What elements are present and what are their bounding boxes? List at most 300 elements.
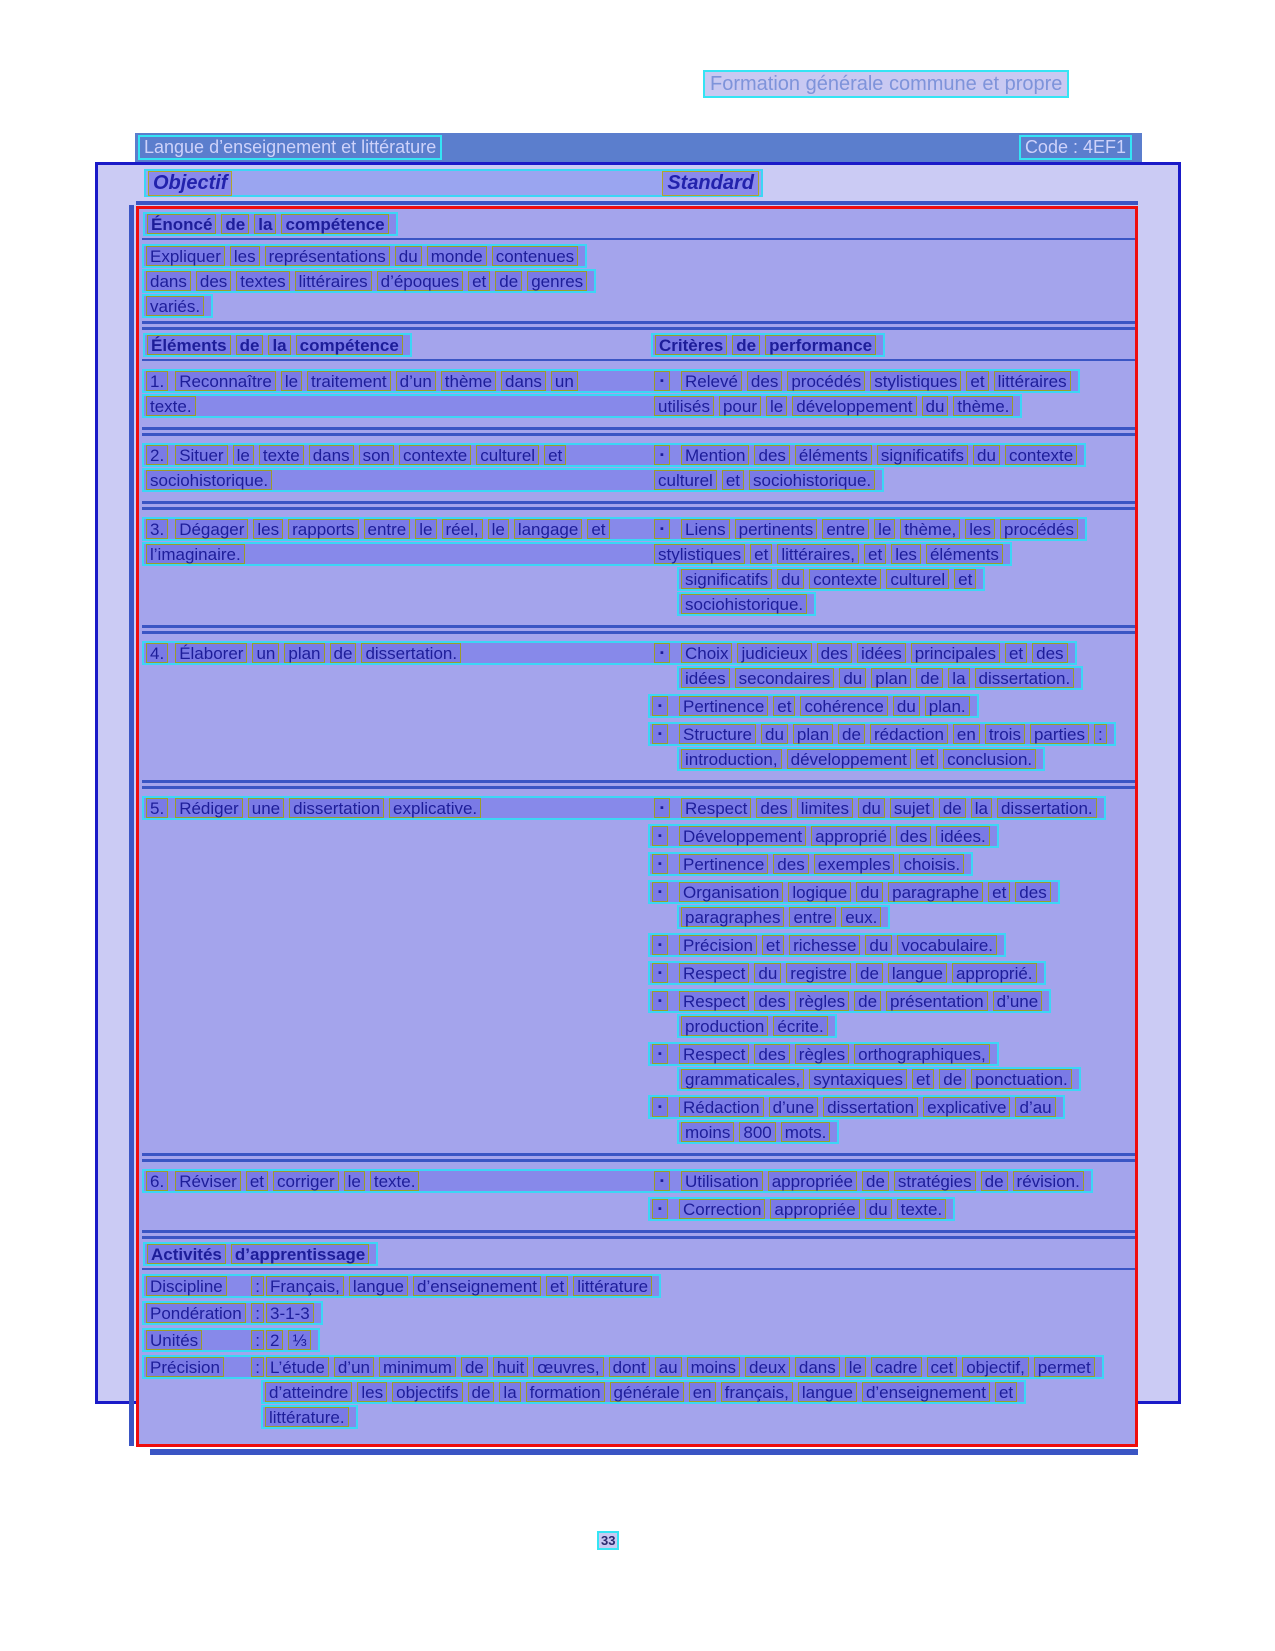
word-box: de (495, 271, 522, 291)
word-box: la (268, 335, 290, 355)
word-box: de (939, 1069, 966, 1089)
word-box: le (845, 1357, 866, 1377)
word-box: dissertation. (997, 798, 1097, 818)
word-box: Respect (679, 1044, 749, 1064)
word-box: langue (798, 1382, 857, 1402)
word-box: en (953, 724, 980, 744)
word-box: texte (259, 445, 304, 465)
line-highlight-box (142, 1274, 661, 1298)
line-highlight-box (142, 294, 213, 318)
word-box: L’étude (266, 1357, 329, 1377)
line-highlight-box (677, 905, 890, 929)
word-box: procédés (1000, 519, 1078, 539)
word-box: les (891, 544, 921, 564)
word-box: d’un (334, 1357, 374, 1377)
bullet-icon: ▪ (652, 696, 668, 716)
word-box: appropriée (768, 1171, 857, 1191)
word-box: au (655, 1357, 682, 1377)
word-box: procédés (787, 371, 865, 391)
word-box: : (251, 1276, 264, 1296)
word-box: 2 (266, 1330, 283, 1350)
word-box: dissertation. (361, 643, 461, 663)
enonce-statement (142, 244, 1135, 318)
meta-row (142, 1328, 1135, 1352)
word-box: plan (284, 643, 324, 663)
word-box: langue (349, 1276, 408, 1296)
competence-row (142, 365, 1135, 424)
word-box: littéraires (295, 271, 372, 291)
word-box: Discipline (146, 1276, 227, 1296)
row-divider (142, 625, 1135, 634)
bullet-icon: ▪ (652, 882, 668, 902)
word-box: et (966, 371, 988, 391)
word-box: dissertation. (975, 668, 1075, 688)
word-box: texte. (370, 1171, 420, 1191)
bullet-icon: ▪ (654, 445, 670, 465)
word-box: contexte (1005, 445, 1077, 465)
word-box: pertinents (735, 519, 818, 539)
word-box: Rédiger (175, 798, 243, 818)
word-box: : (1094, 724, 1107, 744)
word-box: du (893, 696, 920, 716)
word-box: des (754, 991, 789, 1011)
word-box: conclusion. (943, 749, 1036, 769)
line-highlight-box (142, 443, 1086, 467)
standard-label: Standard (662, 171, 759, 196)
competence-row (142, 1165, 1135, 1227)
word-box: limites (797, 798, 853, 818)
word-box: Utilisation (681, 1171, 763, 1191)
word-box: plan. (925, 696, 970, 716)
word-box: permet (1034, 1357, 1095, 1377)
line-highlight-box (648, 880, 1060, 904)
bullet-icon: ▪ (652, 826, 668, 846)
line-highlight-box (142, 269, 596, 293)
word-box: mots. (781, 1122, 831, 1142)
word-box: des (756, 798, 791, 818)
word-box: objectif, (962, 1357, 1029, 1377)
word-box: d’une (769, 1097, 819, 1117)
word-box: dans (501, 371, 546, 391)
word-box: Mention (681, 445, 749, 465)
line-highlight-box (651, 333, 885, 357)
word-box: explicative (923, 1097, 1010, 1117)
word-box: dans (146, 271, 191, 291)
objectif-standard-row (144, 169, 763, 197)
word-box: monde (427, 246, 487, 266)
word-box: formation (526, 1382, 605, 1402)
word-box: des (896, 826, 931, 846)
word-box: un (252, 643, 279, 663)
word-box: 1. (146, 371, 168, 391)
word-box: d’atteindre (265, 1382, 352, 1402)
word-box: du (858, 798, 885, 818)
word-box: 4. (146, 643, 168, 663)
word-box: Expliquer (146, 246, 225, 266)
word-box: d’une (993, 991, 1043, 1011)
word-box: idées. (936, 826, 989, 846)
word-box: la (971, 798, 992, 818)
line-highlight-box (648, 722, 1116, 746)
meta-row (142, 1301, 1135, 1325)
line-highlight-box (142, 1355, 1104, 1379)
word-box: de (981, 1171, 1008, 1191)
word-box: le (233, 445, 254, 465)
word-box: 5. (146, 798, 168, 818)
course-title: Langue d’enseignement et littérature (138, 135, 442, 160)
word-box: des (1032, 643, 1067, 663)
word-box: huit (493, 1357, 528, 1377)
line-highlight-box (648, 1042, 999, 1066)
line-highlight-box (142, 244, 587, 268)
word-box: des (747, 371, 782, 391)
word-box: le (344, 1171, 365, 1191)
word-box: parties (1030, 724, 1089, 744)
word-box: les (230, 246, 260, 266)
word-box: présentation (886, 991, 988, 1011)
word-box: de (862, 1171, 889, 1191)
line-highlight-box (261, 1405, 358, 1429)
word-box: l’imaginaire. (146, 544, 245, 564)
word-box: Unités (146, 1330, 202, 1350)
line-highlight-box (142, 468, 884, 492)
word-box: cohérence (800, 696, 887, 716)
line-highlight-box (648, 933, 1006, 957)
word-box: Pertinence (679, 854, 768, 874)
line-highlight-box (677, 747, 1045, 771)
word-box: approprié (811, 826, 891, 846)
line-highlight-box (143, 333, 412, 357)
word-box: judicieux (737, 643, 811, 663)
word-box: Pondération (146, 1303, 246, 1323)
competence-table (136, 201, 1138, 1455)
word-box: des (754, 445, 789, 465)
line-highlight-box (261, 1380, 1026, 1404)
heading-rule (142, 238, 1135, 240)
competence-rows (142, 365, 1135, 1227)
line-highlight-box (143, 212, 398, 236)
word-box: dissertation (823, 1097, 918, 1117)
word-box: sociohistorique. (681, 594, 807, 614)
table-bottom-border (150, 1449, 1138, 1455)
word-box: et (762, 935, 784, 955)
word-box: de (236, 335, 264, 355)
word-box: 800 (739, 1122, 775, 1142)
enonce-heading (143, 212, 1135, 236)
bullet-icon: ▪ (654, 1171, 670, 1191)
word-box: Relevé (681, 371, 742, 391)
word-box: le (874, 519, 895, 539)
word-box: la (948, 668, 969, 688)
word-box: du (761, 724, 788, 744)
word-box: du (865, 935, 892, 955)
course-header-bar (135, 133, 1142, 162)
word-box: genres (527, 271, 587, 291)
word-box: registre (786, 963, 851, 983)
word-box: et (468, 271, 490, 291)
word-box: sociohistorique. (749, 470, 875, 490)
word-box: Structure (679, 724, 756, 744)
word-box: d’époques (377, 271, 463, 291)
word-box: du (865, 1199, 892, 1219)
word-box: deux (745, 1357, 790, 1377)
line-highlight-box (142, 517, 1087, 541)
word-box: le (488, 519, 509, 539)
activities-heading (143, 1242, 1135, 1266)
word-box: en (689, 1382, 716, 1402)
word-box: littéraires, (777, 544, 859, 564)
word-box: du (777, 569, 804, 589)
word-box: Développement (679, 826, 806, 846)
word-box: de (461, 1357, 488, 1377)
word-box: de (330, 643, 357, 663)
word-box: entre (789, 907, 836, 927)
heading-rule (142, 359, 1135, 361)
word-box: moins (681, 1122, 734, 1142)
word-box: de (732, 335, 760, 355)
word-box: de (856, 963, 883, 983)
line-highlight-box (142, 1328, 320, 1352)
word-box: stylistiques (654, 544, 745, 564)
word-box: les (357, 1382, 387, 1402)
word-box: richesse (789, 935, 860, 955)
line-highlight-box (142, 641, 1077, 665)
word-box: et (722, 470, 744, 490)
word-box: pour (719, 396, 761, 416)
word-box: des (1015, 882, 1050, 902)
row-divider (142, 501, 1135, 510)
word-box: éléments (795, 445, 872, 465)
word-box: Reconnaître (175, 371, 276, 391)
word-box: paragraphe (888, 882, 983, 902)
word-box: Énoncé (147, 214, 216, 234)
line-highlight-box (677, 1120, 839, 1144)
word-box: et (916, 749, 938, 769)
word-box: les (253, 519, 283, 539)
line-highlight-box (677, 567, 985, 591)
word-box: traitement (307, 371, 391, 391)
word-box: éléments (926, 544, 1003, 564)
bullet-icon: ▪ (652, 1199, 668, 1219)
bullet-icon: ▪ (654, 371, 670, 391)
word-box: d’au (1015, 1097, 1055, 1117)
line-highlight-box (143, 1242, 378, 1266)
word-box: œuvres, (533, 1357, 603, 1377)
word-box: la (499, 1382, 520, 1402)
word-box: Choix (681, 643, 732, 663)
word-box: Élaborer (175, 643, 247, 663)
word-box: minimum (379, 1357, 456, 1377)
line-highlight-box (648, 852, 973, 876)
row-divider (142, 1153, 1135, 1162)
line-highlight-box (142, 1169, 1093, 1193)
word-box: développement (792, 396, 916, 416)
table-left-border (129, 205, 134, 1446)
word-box: moins (687, 1357, 740, 1377)
word-box: et (546, 1276, 568, 1296)
word-box: son (359, 445, 394, 465)
meta-row (142, 1274, 1135, 1298)
word-box: et (912, 1069, 934, 1089)
word-box: dans (309, 445, 354, 465)
word-box: d’un (396, 371, 436, 391)
line-highlight-box (648, 989, 1051, 1013)
annotation-red-frame (136, 206, 1138, 1447)
word-box: thème (441, 371, 496, 391)
word-box: exemples (814, 854, 895, 874)
objective-panel (95, 162, 1181, 1427)
word-box: langue (888, 963, 947, 983)
word-box: culturel (476, 445, 539, 465)
word-box: variés. (146, 296, 204, 316)
word-box: idées (857, 643, 906, 663)
line-highlight-box (677, 1014, 837, 1038)
word-box: vocabulaire. (897, 935, 997, 955)
word-box: significatifs (681, 569, 772, 589)
word-box: production (681, 1016, 768, 1036)
word-box: : (251, 1330, 264, 1350)
word-box: ponctuation. (971, 1069, 1072, 1089)
competence-row (142, 439, 1135, 498)
word-box: Respect (679, 991, 749, 1011)
line-highlight-box (142, 369, 1080, 393)
word-box: entre (364, 519, 411, 539)
line-highlight-box (648, 824, 999, 848)
word-box: Activités (147, 1244, 226, 1264)
word-box: Précision (146, 1357, 224, 1377)
row-divider (142, 780, 1135, 789)
word-box: représentations (265, 246, 390, 266)
word-box: d’apprentissage (231, 1244, 369, 1264)
word-box: et (988, 882, 1010, 902)
word-box: le (281, 371, 302, 391)
word-box: le (415, 519, 436, 539)
bullet-icon: ▪ (654, 519, 670, 539)
bullet-icon: ▪ (652, 1044, 668, 1064)
word-box: stratégies (894, 1171, 976, 1191)
word-box: une (248, 798, 284, 818)
section-divider (142, 321, 1135, 330)
word-box: orthographiques, (854, 1044, 990, 1064)
word-box: thème. (953, 396, 1013, 416)
word-box: choisis. (899, 854, 964, 874)
word-box: des (817, 643, 852, 663)
word-box: d’enseignement (862, 1382, 990, 1402)
word-box: texte. (146, 396, 196, 416)
word-box: corriger (273, 1171, 339, 1191)
word-box: français, (721, 1382, 793, 1402)
line-highlight-box (648, 694, 979, 718)
word-box: 6. (146, 1171, 168, 1191)
bullet-icon: ▪ (654, 643, 670, 663)
word-box: de (854, 991, 881, 1011)
bullet-icon: ▪ (652, 854, 668, 874)
word-box: de (838, 724, 865, 744)
word-box: des (754, 1044, 789, 1064)
table-top-border (136, 201, 1138, 205)
word-box: révision. (1013, 1171, 1084, 1191)
word-box: Réviser (175, 1171, 241, 1191)
line-highlight-box (677, 1067, 1081, 1091)
word-box: eux. (841, 907, 881, 927)
word-box: du (922, 396, 949, 416)
word-box: appropriée (770, 1199, 859, 1219)
bullet-icon: ▪ (652, 724, 668, 744)
word-box: culturel (886, 569, 949, 589)
word-box: Dégager (175, 519, 248, 539)
word-box: Respect (681, 798, 751, 818)
word-box: écrite. (773, 1016, 827, 1036)
word-box: : (251, 1357, 264, 1377)
word-box: réel, (442, 519, 483, 539)
word-box: du (754, 963, 781, 983)
competence-row (142, 513, 1135, 622)
word-box: 3-1-3 (266, 1303, 314, 1323)
word-box: ⅓ (288, 1330, 310, 1350)
word-box: principales (911, 643, 1000, 663)
word-box: des (196, 271, 231, 291)
word-box: de (468, 1382, 495, 1402)
word-box: du (973, 445, 1000, 465)
word-box: et (587, 519, 609, 539)
word-box: contexte (399, 445, 471, 465)
line-highlight-box (648, 1095, 1065, 1119)
line-highlight-box (142, 1301, 323, 1325)
line-highlight-box (142, 796, 1106, 820)
section-divider (142, 1230, 1135, 1239)
competence-row (142, 637, 1135, 777)
word-box: dont (609, 1357, 650, 1377)
word-box: de (221, 214, 249, 234)
word-box: Rédaction (679, 1097, 764, 1117)
word-box: sujet (890, 798, 934, 818)
word-box: textes (236, 271, 289, 291)
line-highlight-box (677, 592, 816, 616)
meta-row (142, 1355, 1135, 1429)
word-box: idées (681, 668, 730, 688)
word-box: culturel (654, 470, 717, 490)
word-box: un (551, 371, 578, 391)
word-box: Français, (266, 1276, 344, 1296)
word-box: performance (765, 335, 876, 355)
word-box: règles (795, 1044, 849, 1064)
word-box: Éléments (147, 335, 231, 355)
word-box: Critères (655, 335, 727, 355)
word-box: compétence (296, 335, 403, 355)
word-box: les (965, 519, 995, 539)
word-box: approprié. (952, 963, 1037, 983)
line-highlight-box (142, 542, 1012, 566)
word-box: du (395, 246, 422, 266)
word-box: contexte (809, 569, 881, 589)
word-box: cadre (871, 1357, 922, 1377)
competence-row (142, 792, 1135, 1150)
word-box: plan (871, 668, 911, 688)
word-box: 3. (146, 519, 168, 539)
word-box: sociohistorique. (146, 470, 272, 490)
line-highlight-box (677, 666, 1083, 690)
word-box: du (856, 882, 883, 902)
column-headers (143, 333, 1135, 357)
bullet-icon: ▪ (654, 798, 670, 818)
bullet-icon: ▪ (652, 963, 668, 983)
bullet-icon: ▪ (652, 935, 668, 955)
word-box: le (766, 396, 787, 416)
word-box: grammaticales, (681, 1069, 804, 1089)
word-box: introduction, (681, 749, 782, 769)
word-box: règles (795, 991, 849, 1011)
word-box: et (954, 569, 976, 589)
